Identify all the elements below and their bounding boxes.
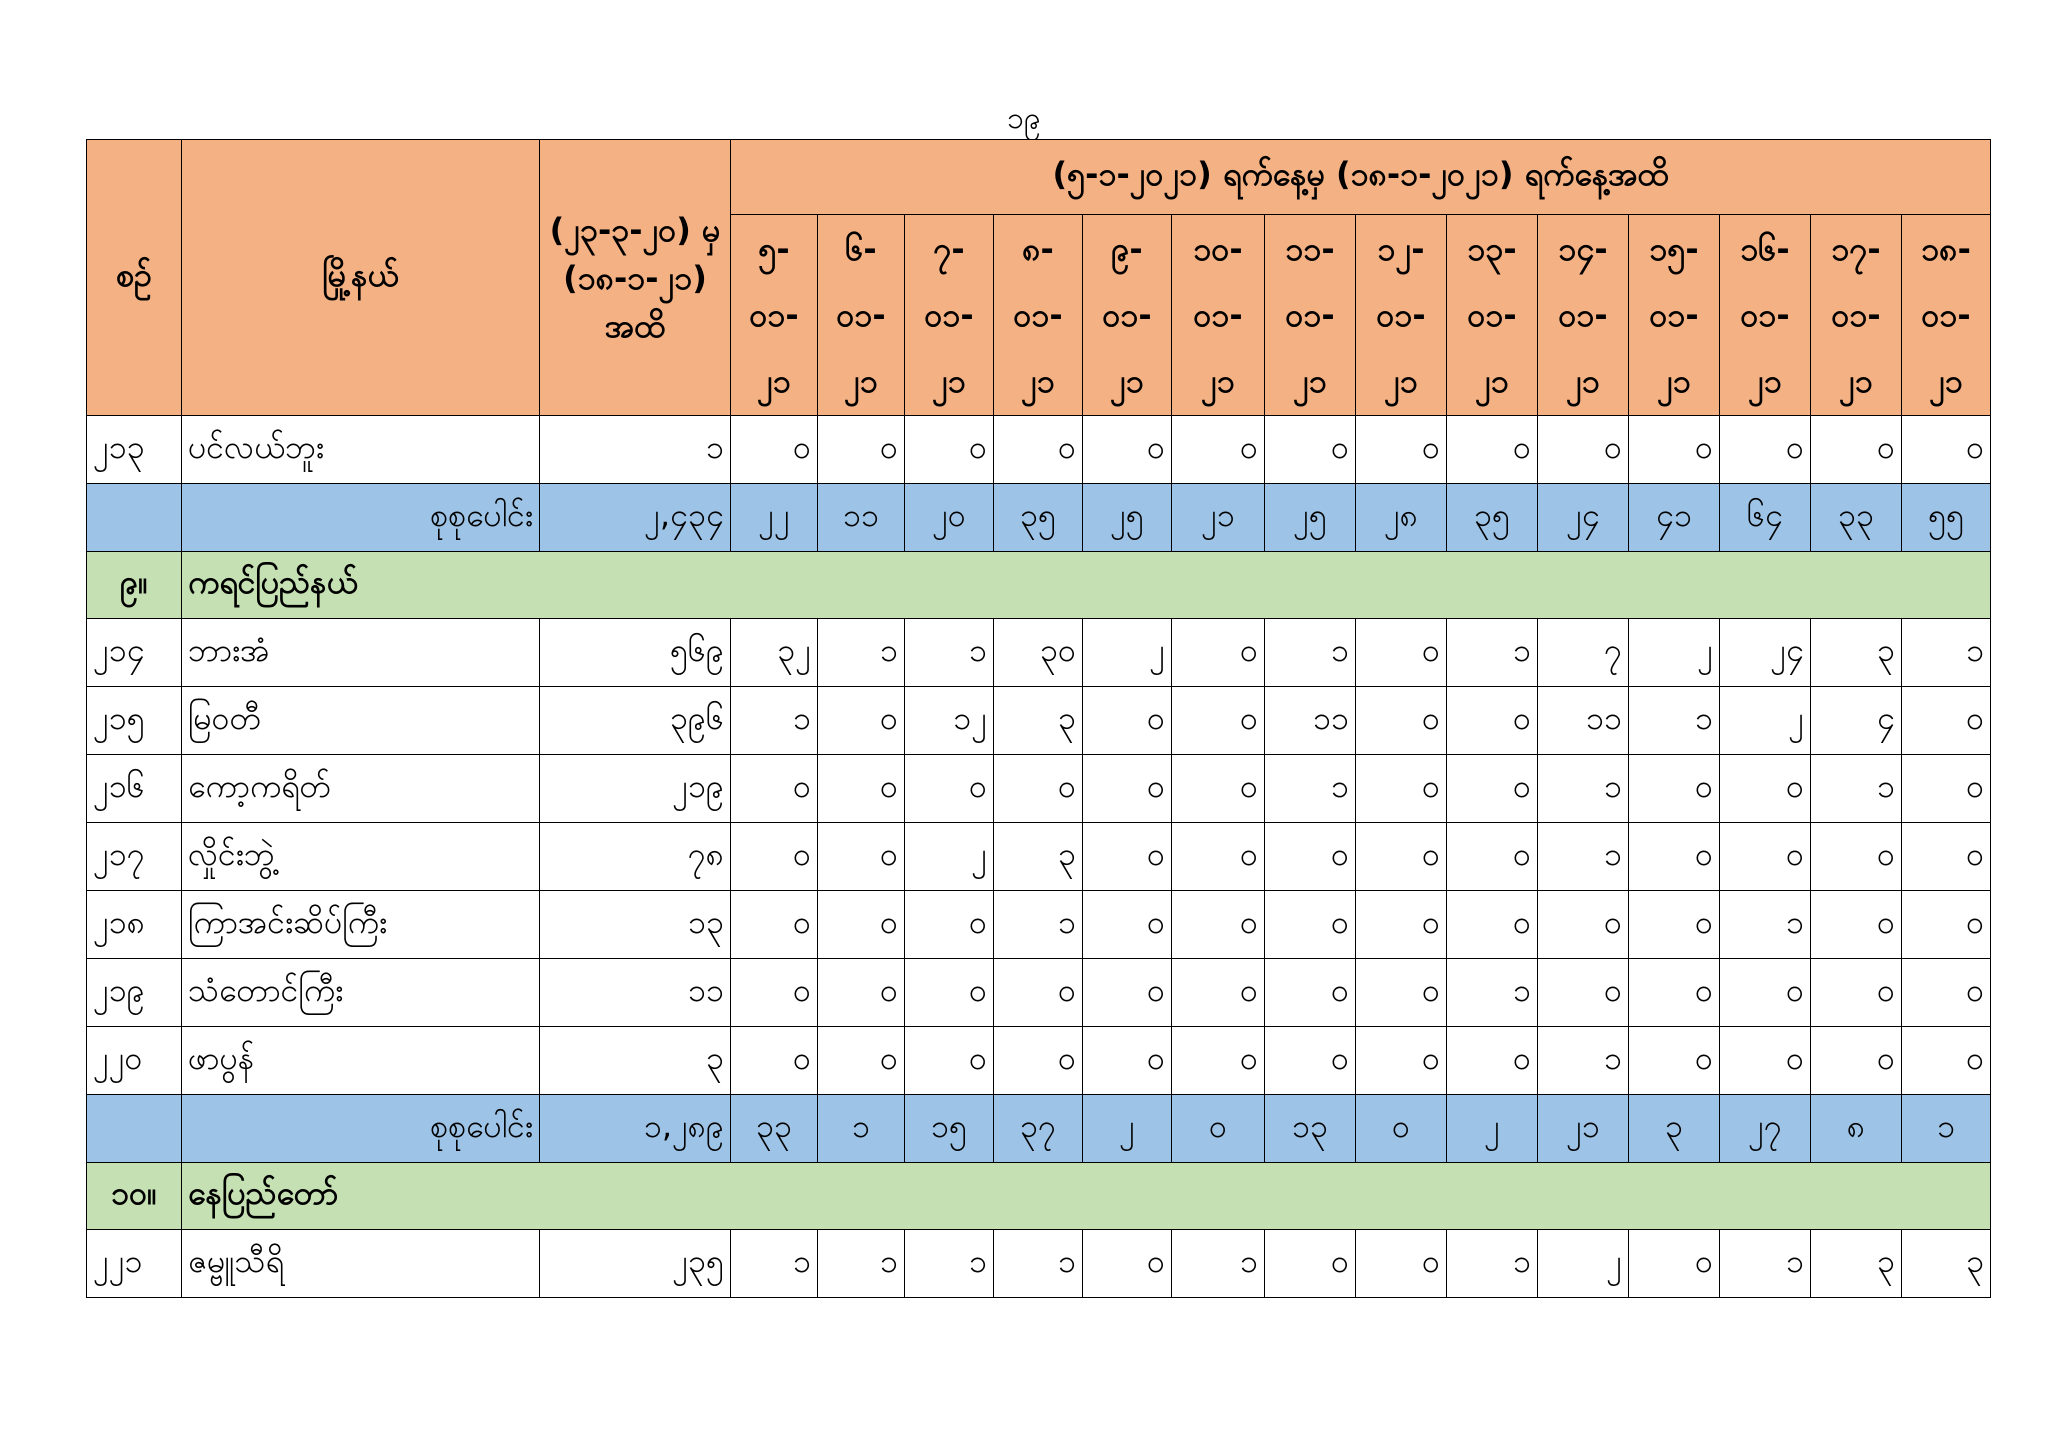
table-header	[87, 140, 1991, 416]
header-date: ၁၈- ၀၁- ၂၁	[1902, 215, 1991, 416]
daily-total: ၁	[1902, 1095, 1991, 1163]
daily-count: ၀	[994, 959, 1083, 1027]
daily-count: ၃	[994, 687, 1083, 755]
township-name: လှိုင်းဘွဲ့	[182, 823, 540, 891]
table-row	[87, 1230, 1991, 1298]
state-row	[87, 552, 1991, 619]
cumulative-count: ၇၈	[540, 823, 731, 891]
daily-count: ၁	[905, 1230, 994, 1298]
header-date: ၅- ၀၁- ၂၁	[731, 215, 818, 416]
daily-count: ၀	[1720, 755, 1811, 823]
daily-count: ၀	[1356, 1027, 1447, 1095]
daily-count: ၃	[1811, 619, 1902, 687]
township-name: ဖာပွန်	[182, 1027, 540, 1095]
header-date: ၁၂- ၀၁- ၂၁	[1356, 215, 1447, 416]
daily-count: ၁	[1265, 755, 1356, 823]
row-number: ၂၁၃	[87, 416, 182, 484]
daily-count: ၀	[1265, 1230, 1356, 1298]
daily-count: ၂၄	[1720, 619, 1811, 687]
daily-count: ၀	[1172, 891, 1265, 959]
daily-count: ၀	[731, 891, 818, 959]
table-row	[87, 823, 1991, 891]
township-name: ကော့ကရိတ်	[182, 755, 540, 823]
daily-total: ၁၅	[905, 1095, 994, 1163]
daily-count: ၀	[1083, 1230, 1172, 1298]
daily-count: ၀	[1629, 416, 1720, 484]
row-number: ၂၁၇	[87, 823, 182, 891]
daily-count: ၀	[1720, 1027, 1811, 1095]
daily-count: ၁	[905, 619, 994, 687]
daily-total: ၂၈	[1356, 484, 1447, 552]
daily-count: ၁၁	[1538, 687, 1629, 755]
daily-total: ၂၂	[731, 484, 818, 552]
daily-count: ၀	[818, 687, 905, 755]
cumulative-count: ၃၉၆	[540, 687, 731, 755]
daily-count: ၀	[1265, 891, 1356, 959]
daily-count: ၂	[1629, 619, 1720, 687]
cumulative-count: ၅၆၉	[540, 619, 731, 687]
daily-count: ၀	[818, 1027, 905, 1095]
daily-count: ၁	[1538, 1027, 1629, 1095]
header-date: ၁၀- ၀၁- ၂၁	[1172, 215, 1265, 416]
daily-count: ၀	[994, 755, 1083, 823]
cumulative-total: ၂,၄၃၄	[540, 484, 731, 552]
daily-count: ၀	[1811, 416, 1902, 484]
daily-total: ၃	[1629, 1095, 1720, 1163]
daily-count: ၀	[818, 959, 905, 1027]
table-body	[87, 416, 1991, 1298]
daily-count: ၀	[1629, 1230, 1720, 1298]
daily-count: ၁	[1172, 1230, 1265, 1298]
cumulative-count: ၂၃၅	[540, 1230, 731, 1298]
daily-count: ၀	[1720, 416, 1811, 484]
table-row	[87, 891, 1991, 959]
daily-count: ၇	[1538, 619, 1629, 687]
daily-count: ၀	[818, 755, 905, 823]
header-date: ၁၄- ၀၁- ၂၁	[1538, 215, 1629, 416]
daily-count: ၀	[1629, 959, 1720, 1027]
daily-count: ၁	[1538, 755, 1629, 823]
daily-count: ၀	[1356, 687, 1447, 755]
daily-count: ၀	[1447, 1027, 1538, 1095]
daily-count: ၂	[1538, 1230, 1629, 1298]
daily-count: ၁	[818, 1230, 905, 1298]
daily-count: ၀	[1447, 891, 1538, 959]
daily-total: ၂၁	[1172, 484, 1265, 552]
header-date: ၈- ၀၁- ၂၁	[994, 215, 1083, 416]
daily-count: ၀	[1356, 1230, 1447, 1298]
header-no: စဉ်	[87, 140, 182, 416]
daily-count: ၀	[1629, 1027, 1720, 1095]
daily-count: ၀	[1172, 1027, 1265, 1095]
daily-total: ၁၁	[818, 484, 905, 552]
cumulative-count: ၁၁	[540, 959, 731, 1027]
daily-count: ၀	[1172, 823, 1265, 891]
daily-count: ၀	[1538, 416, 1629, 484]
header-date: ၆- ၀၁- ၂၁	[818, 215, 905, 416]
state-row	[87, 1163, 1991, 1230]
daily-count: ၁	[1720, 1230, 1811, 1298]
daily-count: ၀	[731, 959, 818, 1027]
daily-total: ၂၄	[1538, 484, 1629, 552]
daily-count: ၀	[1265, 1027, 1356, 1095]
daily-count: ၀	[1902, 1027, 1991, 1095]
daily-count: ၀	[1720, 959, 1811, 1027]
daily-count: ၀	[1356, 619, 1447, 687]
daily-count: ၀	[1902, 823, 1991, 891]
daily-count: ၀	[1172, 959, 1265, 1027]
daily-count: ၀	[1172, 687, 1265, 755]
state-number: ၉။	[87, 552, 182, 619]
daily-count: ၀	[1902, 959, 1991, 1027]
page-number: ၁၉	[1007, 101, 1041, 136]
daily-count: ၁	[1538, 823, 1629, 891]
daily-count: ၁	[1447, 619, 1538, 687]
daily-count: ၀	[1083, 1027, 1172, 1095]
daily-count: ၀	[905, 1027, 994, 1095]
township-name: သံတောင်ကြီး	[182, 959, 540, 1027]
daily-count: ၀	[1083, 959, 1172, 1027]
daily-total: ၆၄	[1720, 484, 1811, 552]
daily-count: ၀	[1172, 416, 1265, 484]
daily-count: ၀	[1265, 959, 1356, 1027]
daily-total: ၁၃	[1265, 1095, 1356, 1163]
township-name: ဘားအံ	[182, 619, 540, 687]
daily-count: ၀	[1629, 823, 1720, 891]
row-number: ၂၁၄	[87, 619, 182, 687]
daily-count: ၀	[731, 823, 818, 891]
daily-count: ၁	[994, 1230, 1083, 1298]
state-name: ကရင်ပြည်နယ်	[182, 552, 1991, 619]
header-date: ၁၆- ၀၁- ၂၁	[1720, 215, 1811, 416]
daily-total: ၂၅	[1265, 484, 1356, 552]
daily-total: ၅၅	[1902, 484, 1991, 552]
daily-count: ၀	[905, 416, 994, 484]
row-number: ၂၁၅	[87, 687, 182, 755]
daily-total: ၂၁	[1538, 1095, 1629, 1163]
daily-count: ၁	[1447, 959, 1538, 1027]
daily-count: ၀	[1356, 416, 1447, 484]
daily-count: ၀	[1083, 416, 1172, 484]
daily-count: ၀	[1356, 823, 1447, 891]
header-date: ၁၅- ၀၁- ၂၁	[1629, 215, 1720, 416]
header-date: ၉- ၀၁- ၂၁	[1083, 215, 1172, 416]
daily-count: ၁	[1447, 1230, 1538, 1298]
state-number: ၁၀။	[87, 1163, 182, 1230]
daily-count: ၀	[1538, 891, 1629, 959]
daily-count: ၃	[1902, 1230, 1991, 1298]
daily-count: ၀	[1447, 755, 1538, 823]
header-date: ၁၁- ၀၁- ၂၁	[1265, 215, 1356, 416]
daily-count: ၀	[1083, 687, 1172, 755]
daily-count: ၁	[1720, 891, 1811, 959]
daily-total: ၀	[1356, 1095, 1447, 1163]
daily-count: ၀	[1447, 687, 1538, 755]
daily-count: ၀	[1629, 891, 1720, 959]
daily-count: ၀	[1083, 823, 1172, 891]
row-number: ၂၁၉	[87, 959, 182, 1027]
daily-total: ၁	[818, 1095, 905, 1163]
daily-total: ၂၇	[1720, 1095, 1811, 1163]
total-label: စုစုပေါင်း	[182, 1095, 540, 1163]
header-date: ၁၇- ၀၁- ၂၁	[1811, 215, 1902, 416]
total-row-empty-cell	[87, 484, 182, 552]
table-row	[87, 416, 1991, 484]
daily-count: ၁၁	[1265, 687, 1356, 755]
table-row	[87, 687, 1991, 755]
total-row	[87, 1095, 1991, 1163]
daily-count: ၀	[1902, 416, 1991, 484]
daily-count: ၀	[905, 891, 994, 959]
daily-count: ၀	[731, 416, 818, 484]
daily-total: ၂	[1083, 1095, 1172, 1163]
header-cumulative: (၂၃-၃-၂၀) မှ (၁၈-၁-၂၁) အထိ	[540, 140, 731, 416]
daily-count: ၀	[1172, 755, 1265, 823]
total-row-empty-cell	[87, 1095, 182, 1163]
daily-count: ၀	[731, 755, 818, 823]
daily-count: ၀	[1083, 891, 1172, 959]
state-name: နေပြည်တော်	[182, 1163, 1991, 1230]
daily-count: ၀	[994, 1027, 1083, 1095]
daily-total: ၃၅	[994, 484, 1083, 552]
daily-count: ၀	[1629, 755, 1720, 823]
daily-total: ၃၃	[1811, 484, 1902, 552]
daily-count: ၃	[1811, 1230, 1902, 1298]
daily-count: ၃၀	[994, 619, 1083, 687]
daily-count: ၀	[1902, 755, 1991, 823]
daily-count: ၃၂	[731, 619, 818, 687]
daily-count: ၁	[994, 891, 1083, 959]
cumulative-total: ၁,၂၈၉	[540, 1095, 731, 1163]
table-row	[87, 959, 1991, 1027]
daily-count: ၁	[1629, 687, 1720, 755]
township-name: ဇမ္ဗူသီရိ	[182, 1230, 540, 1298]
daily-count: ၁၂	[905, 687, 994, 755]
daily-count: ၀	[1356, 959, 1447, 1027]
daily-count: ၁	[1265, 619, 1356, 687]
daily-count: ၀	[1902, 687, 1991, 755]
daily-count: ၂	[905, 823, 994, 891]
cumulative-count: ၁၃	[540, 891, 731, 959]
cumulative-count: ၂၁၉	[540, 755, 731, 823]
daily-count: ၀	[1811, 1027, 1902, 1095]
daily-count: ၀	[1356, 891, 1447, 959]
row-number: ၂၁၆	[87, 755, 182, 823]
header-township: မြို့နယ်	[182, 140, 540, 416]
row-number: ၂၂၁	[87, 1230, 182, 1298]
daily-total: ၃၃	[731, 1095, 818, 1163]
daily-count: ၀	[1447, 416, 1538, 484]
daily-total: ၃၅	[1447, 484, 1538, 552]
daily-count: ၀	[818, 823, 905, 891]
daily-count: ၀	[1172, 619, 1265, 687]
daily-count: ၀	[1447, 823, 1538, 891]
township-name: မြဝတီ	[182, 687, 540, 755]
daily-total: ၀	[1172, 1095, 1265, 1163]
table-row	[87, 1027, 1991, 1095]
daily-count: ၀	[1538, 959, 1629, 1027]
daily-count: ၀	[1811, 959, 1902, 1027]
daily-count: ၂	[1083, 619, 1172, 687]
header-date: ၁၃- ၀၁- ၂၁	[1447, 215, 1538, 416]
daily-count: ၀	[1902, 891, 1991, 959]
row-number: ၂၂၀	[87, 1027, 182, 1095]
daily-count: ၀	[994, 416, 1083, 484]
daily-count: ၁	[1811, 755, 1902, 823]
daily-count: ၀	[1356, 755, 1447, 823]
daily-count: ၁	[731, 1230, 818, 1298]
township-name: ကြာအင်းဆိပ်ကြီး	[182, 891, 540, 959]
daily-total: ၂၀	[905, 484, 994, 552]
row-number: ၂၁၈	[87, 891, 182, 959]
cumulative-count: ၃	[540, 1027, 731, 1095]
daily-count: ၄	[1811, 687, 1902, 755]
daily-count: ၀	[818, 891, 905, 959]
daily-count: ၀	[1811, 891, 1902, 959]
cumulative-count: ၁	[540, 416, 731, 484]
township-name: ပင်လယ်ဘူး	[182, 416, 540, 484]
daily-total: ၄၁	[1629, 484, 1720, 552]
daily-count: ၁	[731, 687, 818, 755]
header-date-range: (၅-၁-၂၀၂၁) ရက်နေ့မှ (၁၈-၁-၂၀၂၁) ရက်နေ့အထိ	[731, 140, 1991, 215]
daily-count: ၁	[1902, 619, 1991, 687]
daily-count: ၀	[731, 1027, 818, 1095]
daily-count: ၁	[818, 619, 905, 687]
daily-count: ၂	[1720, 687, 1811, 755]
table-row	[87, 755, 1991, 823]
daily-total: ၃၇	[994, 1095, 1083, 1163]
header-date: ၇- ၀၁- ၂၁	[905, 215, 994, 416]
daily-count: ၀	[1265, 823, 1356, 891]
cases-table	[86, 139, 1991, 1298]
daily-count: ၀	[905, 959, 994, 1027]
daily-count: ၀	[1720, 823, 1811, 891]
total-row	[87, 484, 1991, 552]
daily-count: ၀	[1811, 823, 1902, 891]
daily-count: ၃	[994, 823, 1083, 891]
daily-total: ၂၅	[1083, 484, 1172, 552]
daily-count: ၀	[1083, 755, 1172, 823]
daily-count: ၀	[1265, 416, 1356, 484]
daily-total: ၈	[1811, 1095, 1902, 1163]
total-label: စုစုပေါင်း	[182, 484, 540, 552]
table-row	[87, 619, 1991, 687]
daily-count: ၀	[905, 755, 994, 823]
daily-count: ၀	[818, 416, 905, 484]
daily-total: ၂	[1447, 1095, 1538, 1163]
